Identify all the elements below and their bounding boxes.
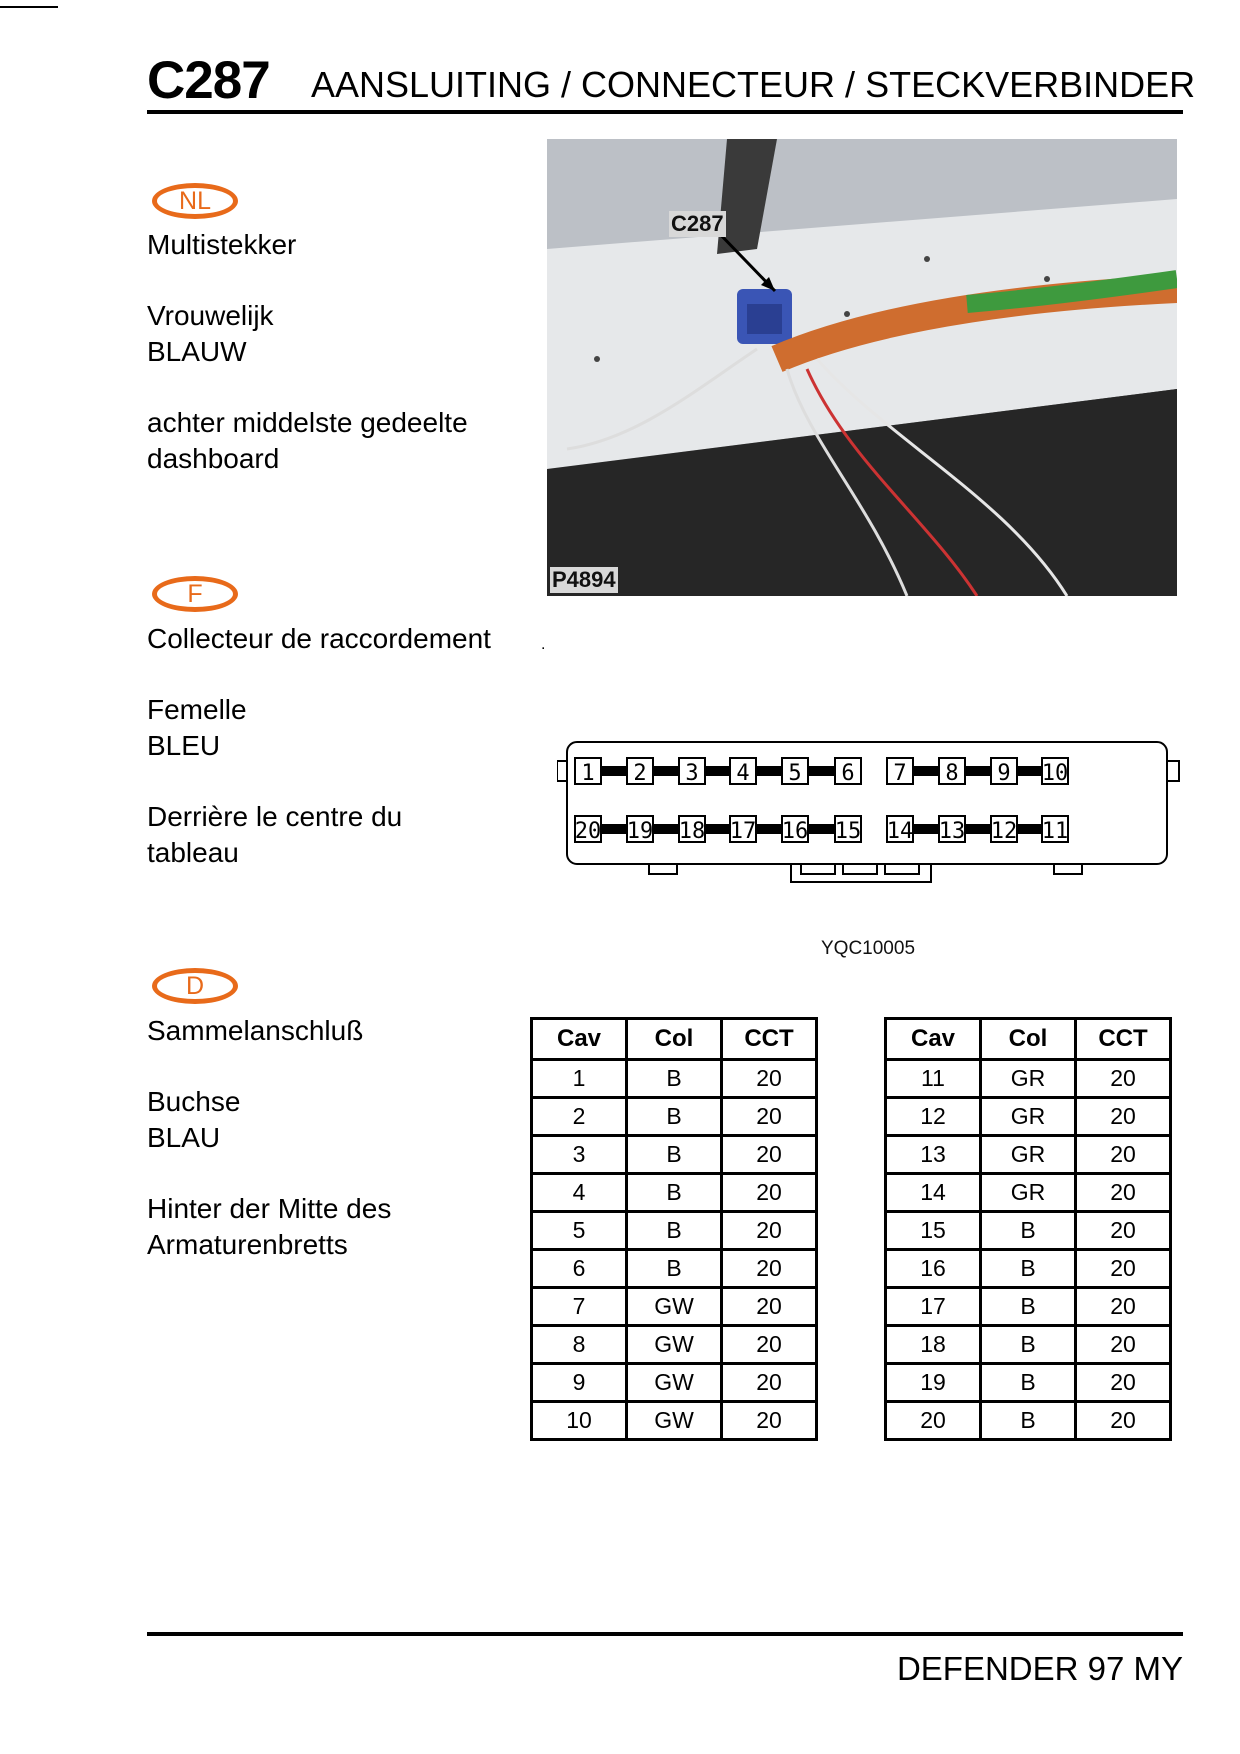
pin-link — [965, 766, 991, 776]
pin-number: 16 — [781, 819, 809, 844]
cell-col: B — [981, 1288, 1076, 1326]
table-row — [886, 1212, 1171, 1250]
cell-cav: 6 — [532, 1250, 627, 1288]
pin-number: 1 — [581, 761, 595, 786]
cell-col: B — [981, 1364, 1076, 1402]
cell-col: GW — [627, 1364, 722, 1402]
pin-link — [808, 824, 835, 834]
connector-id: C287 — [147, 51, 270, 110]
table-row — [886, 1364, 1171, 1402]
pin-number: 12 — [990, 819, 1018, 844]
photo-illustration — [547, 139, 1177, 596]
pin-number: 7 — [893, 761, 907, 786]
location-line-1: Derrière le centre du — [147, 801, 403, 832]
table-row — [532, 1364, 817, 1402]
cell-cct: 20 — [722, 1288, 817, 1326]
cell-cav: 3 — [532, 1136, 627, 1174]
pin-link — [808, 766, 835, 776]
cell-cav: 17 — [886, 1288, 981, 1326]
pin-number: 19 — [626, 819, 654, 844]
pin-number: 15 — [834, 819, 862, 844]
cell-col: B — [627, 1098, 722, 1136]
cell-cav: 2 — [532, 1098, 627, 1136]
table-row — [886, 1326, 1171, 1364]
cell-col: GR — [981, 1174, 1076, 1212]
cell-cav: 19 — [886, 1364, 981, 1402]
cell-col: B — [981, 1402, 1076, 1440]
pin-number: 11 — [1041, 819, 1069, 844]
cell-cct: 20 — [1076, 1364, 1171, 1402]
pin-link — [756, 766, 782, 776]
cell-col: B — [981, 1250, 1076, 1288]
cell-col: B — [981, 1326, 1076, 1364]
pin-number: 2 — [633, 761, 647, 786]
pin-link — [913, 766, 939, 776]
cell-col: B — [627, 1174, 722, 1212]
connector-color: BLAU — [147, 1122, 221, 1153]
location-line-2: Armaturenbretts — [147, 1229, 348, 1260]
cell-cav: 15 — [886, 1212, 981, 1250]
connector-photo — [547, 139, 1177, 596]
cell-cct: 20 — [1076, 1174, 1171, 1212]
col-header-cct: CCT — [722, 1019, 817, 1060]
cell-cav: 11 — [886, 1060, 981, 1098]
cell-col: B — [627, 1060, 722, 1098]
cell-col: B — [627, 1250, 722, 1288]
cell-cct: 20 — [1076, 1136, 1171, 1174]
pin-link — [756, 824, 782, 834]
cell-col: GR — [981, 1060, 1076, 1098]
photo-code: P4894 — [552, 567, 616, 592]
table-row — [532, 1060, 817, 1098]
table-row — [886, 1098, 1171, 1136]
section-f — [147, 621, 491, 871]
lang-badge-d: D — [152, 968, 238, 1004]
col-header-cav: Cav — [886, 1019, 981, 1060]
table-row — [886, 1250, 1171, 1288]
cell-cav: 8 — [532, 1326, 627, 1364]
connector-type: Collecteur de raccordement — [147, 623, 491, 654]
pin-link — [653, 766, 679, 776]
pin-number: 10 — [1041, 761, 1069, 786]
header-rule — [147, 110, 1183, 114]
pin-number: 9 — [997, 761, 1011, 786]
cell-cct: 20 — [1076, 1250, 1171, 1288]
cell-cav: 14 — [886, 1174, 981, 1212]
cell-cav: 20 — [886, 1402, 981, 1440]
cell-col: B — [627, 1212, 722, 1250]
cell-cav: 9 — [532, 1364, 627, 1402]
photo-label: C287 — [671, 211, 724, 236]
table-row — [532, 1098, 817, 1136]
table-row — [532, 1212, 817, 1250]
table-row — [532, 1326, 817, 1364]
diagram-code: YQC10005 — [821, 938, 916, 959]
cell-col: GW — [627, 1288, 722, 1326]
cell-cav: 5 — [532, 1212, 627, 1250]
col-header-col: Col — [981, 1019, 1076, 1060]
cell-cav: 16 — [886, 1250, 981, 1288]
cell-cct: 20 — [722, 1174, 817, 1212]
pin-link — [601, 824, 627, 834]
table-row — [886, 1060, 1171, 1098]
pin-number: 6 — [841, 761, 855, 786]
pin-number: 4 — [736, 761, 750, 786]
cell-cct: 20 — [1076, 1098, 1171, 1136]
cell-cav: 13 — [886, 1136, 981, 1174]
pin-link — [1017, 766, 1042, 776]
table-row — [532, 1288, 817, 1326]
section-nl — [147, 227, 468, 477]
page-header — [147, 50, 1196, 110]
pin-number: 14 — [886, 819, 914, 844]
cell-cct: 20 — [722, 1098, 817, 1136]
connector-type: Multistekker — [147, 229, 297, 260]
location-line-2: dashboard — [147, 443, 280, 474]
table-row — [532, 1402, 817, 1440]
cell-col: GR — [981, 1098, 1076, 1136]
col-header-col: Col — [627, 1019, 722, 1060]
table-row — [886, 1136, 1171, 1174]
pin-link — [705, 824, 730, 834]
photo-caption: . — [541, 636, 546, 653]
cell-cct: 20 — [722, 1402, 817, 1440]
pin-number: 8 — [945, 761, 959, 786]
connector-color: BLEU — [147, 730, 221, 761]
cell-cct: 20 — [1076, 1402, 1171, 1440]
cell-cct: 20 — [722, 1136, 817, 1174]
cell-cct: 20 — [722, 1060, 817, 1098]
pin-number: 3 — [685, 761, 699, 786]
col-header-cct: CCT — [1076, 1019, 1171, 1060]
pin-number: 20 — [574, 819, 602, 844]
cell-cct: 20 — [1076, 1060, 1171, 1098]
table-row — [886, 1288, 1171, 1326]
table-row — [532, 1250, 817, 1288]
cell-col: B — [627, 1136, 722, 1174]
pin-link — [965, 824, 991, 834]
location-line-1: Hinter der Mitte des — [147, 1193, 392, 1224]
cell-cct: 20 — [722, 1364, 817, 1402]
location-line-1: achter middelste gedeelte — [147, 407, 468, 438]
cell-cct: 20 — [722, 1326, 817, 1364]
pin-link — [653, 824, 679, 834]
cell-col: GR — [981, 1136, 1076, 1174]
cell-cct: 20 — [722, 1250, 817, 1288]
table-row — [886, 1174, 1171, 1212]
connector-gender: Buchse — [147, 1086, 241, 1117]
pin-table-right — [884, 1017, 1172, 1441]
cell-col: GW — [627, 1402, 722, 1440]
connector-gender: Vrouwelijk — [147, 300, 274, 331]
corner-line — [0, 6, 58, 8]
connector-face-diagram — [557, 730, 1187, 890]
connector-type: Sammelanschluß — [147, 1015, 364, 1046]
cell-cav: 1 — [532, 1060, 627, 1098]
pin-number: 18 — [678, 819, 706, 844]
cell-col: B — [981, 1212, 1076, 1250]
pin-number: 13 — [938, 819, 966, 844]
cell-cct: 20 — [1076, 1326, 1171, 1364]
footer-rule — [147, 1632, 1183, 1636]
pin-table-left — [530, 1017, 818, 1441]
cell-cav: 12 — [886, 1098, 981, 1136]
cell-cav: 7 — [532, 1288, 627, 1326]
cell-cct: 20 — [1076, 1212, 1171, 1250]
section-d — [147, 1013, 391, 1263]
cell-cav: 4 — [532, 1174, 627, 1212]
cell-col: GW — [627, 1326, 722, 1364]
col-header-cav: Cav — [532, 1019, 627, 1060]
table-row — [532, 1136, 817, 1174]
connector-gender: Femelle — [147, 694, 247, 725]
page-title: AANSLUITING / CONNECTEUR / STECKVERBINDER — [311, 64, 1196, 105]
pin-number: 17 — [729, 819, 757, 844]
location-line-2: tableau — [147, 837, 239, 868]
cell-cct: 20 — [722, 1212, 817, 1250]
cell-cav: 18 — [886, 1326, 981, 1364]
lang-badge-f: F — [152, 576, 238, 612]
pin-link — [705, 766, 730, 776]
cell-cct: 20 — [1076, 1288, 1171, 1326]
table-row — [532, 1174, 817, 1212]
pin-link — [601, 766, 627, 776]
pin-link — [1017, 824, 1042, 834]
connector-color: BLAUW — [147, 336, 247, 367]
footer-model: DEFENDER 97 MY — [896, 1650, 1183, 1687]
pin-number: 5 — [788, 761, 802, 786]
cell-cav: 10 — [532, 1402, 627, 1440]
pin-link — [913, 824, 939, 834]
table-row — [886, 1402, 1171, 1440]
lang-badge-nl: NL — [152, 183, 238, 219]
